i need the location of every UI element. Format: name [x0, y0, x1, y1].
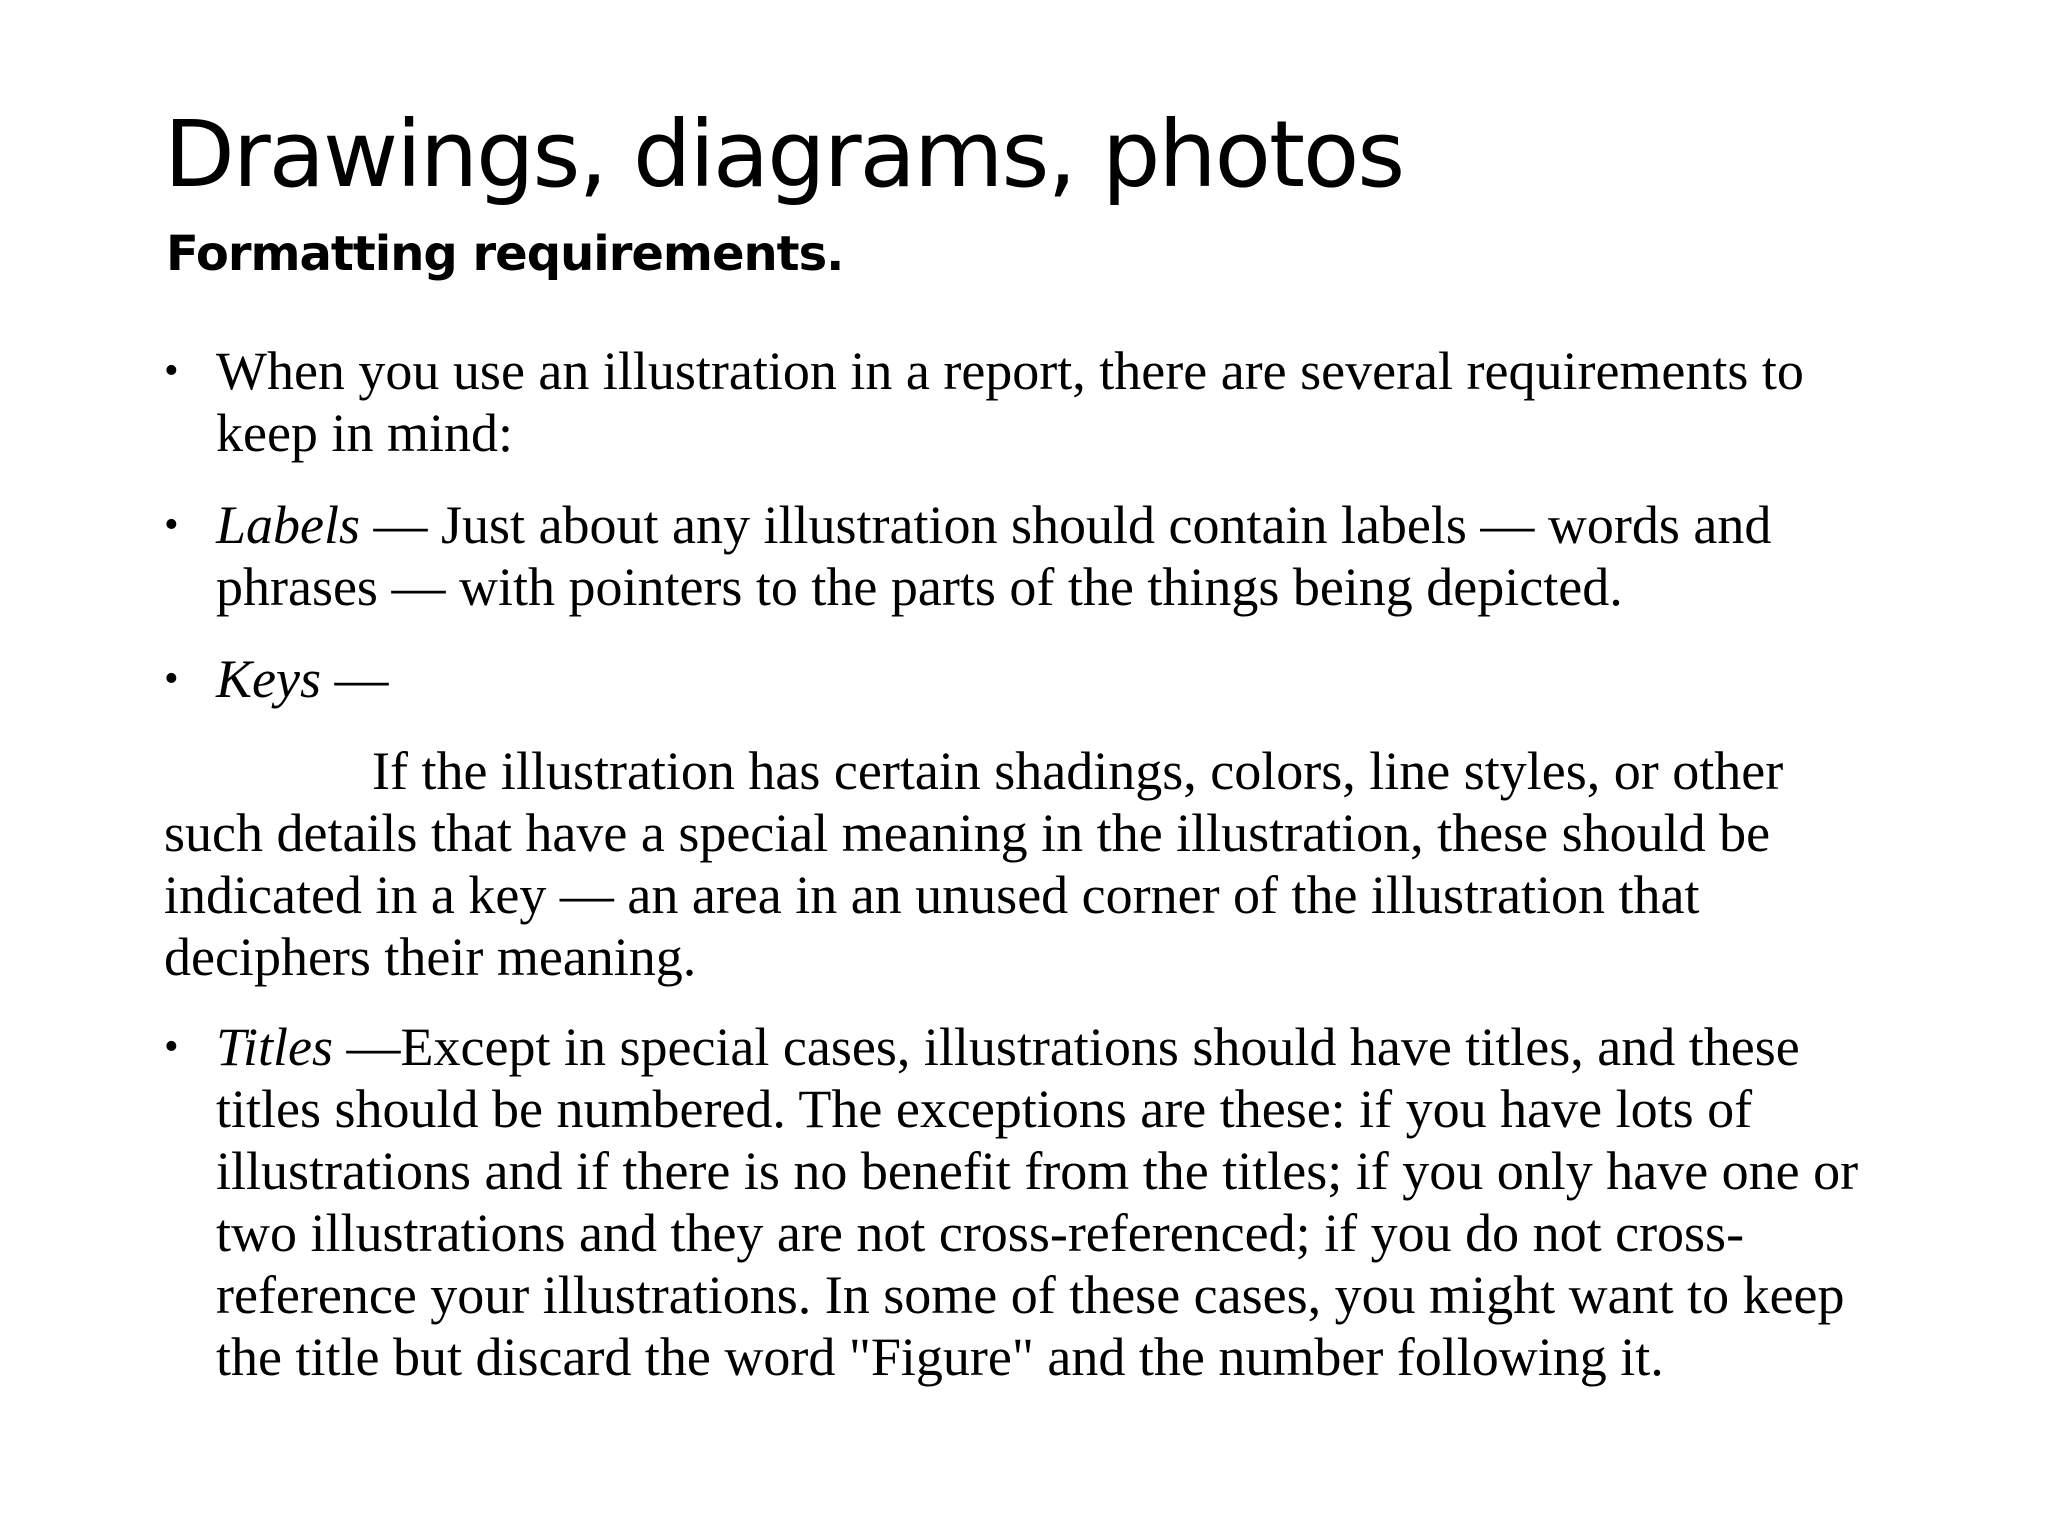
bullet-keys — [164, 648, 1914, 710]
bullet-marker: • — [164, 1024, 179, 1070]
slide-title: Drawings, diagrams, photos — [164, 101, 1404, 208]
bullet-text — [216, 340, 1914, 464]
bullet-term-labels: Labels — [216, 495, 361, 555]
keys-paragraph: If the illustration has certain shadings, colors, line styles, or other such details that have a special meaning in the illustration, these should be indicated in a key — an area in an unused corner of the illustration that deciphers their meaning. — [164, 741, 1784, 987]
bullet-marker: • — [164, 348, 179, 394]
bullet-body: When you use an illustration in a report, there are several requirements to keep in mind: — [216, 341, 1804, 463]
slide-subtitle: Formatting requirements. — [166, 226, 844, 282]
bullet-term-keys: Keys — [216, 649, 321, 709]
bullet-titles — [164, 1016, 1914, 1388]
bullet-body: —Except in special cases, illustrations should have titles, and these titles should be numbered. The exceptions are these: if you have lots of illustrations and if there is no benefit from the titles; if you only have one or two illustrations and they are not cross-referenced; if you do not cross-reference your illustrations. In some of these cases, you might want to keep the title but discard the word "Figure" and the number following it. — [216, 1017, 1859, 1387]
bullet-term-titles: Titles — [216, 1017, 334, 1077]
bullet-intro — [164, 340, 1914, 464]
bullet-body: — Just about any illustration should contain labels — words and phrases — with pointers to the parts of the things being depicted. — [216, 495, 1772, 617]
bullet-text — [216, 494, 1914, 618]
bullet-text — [216, 648, 1914, 710]
bullet-text — [216, 1016, 1914, 1388]
bullet-labels — [164, 494, 1914, 618]
bullet-body: — — [320, 649, 389, 709]
bullet-marker: • — [164, 656, 179, 702]
bullet-marker: • — [164, 502, 179, 548]
